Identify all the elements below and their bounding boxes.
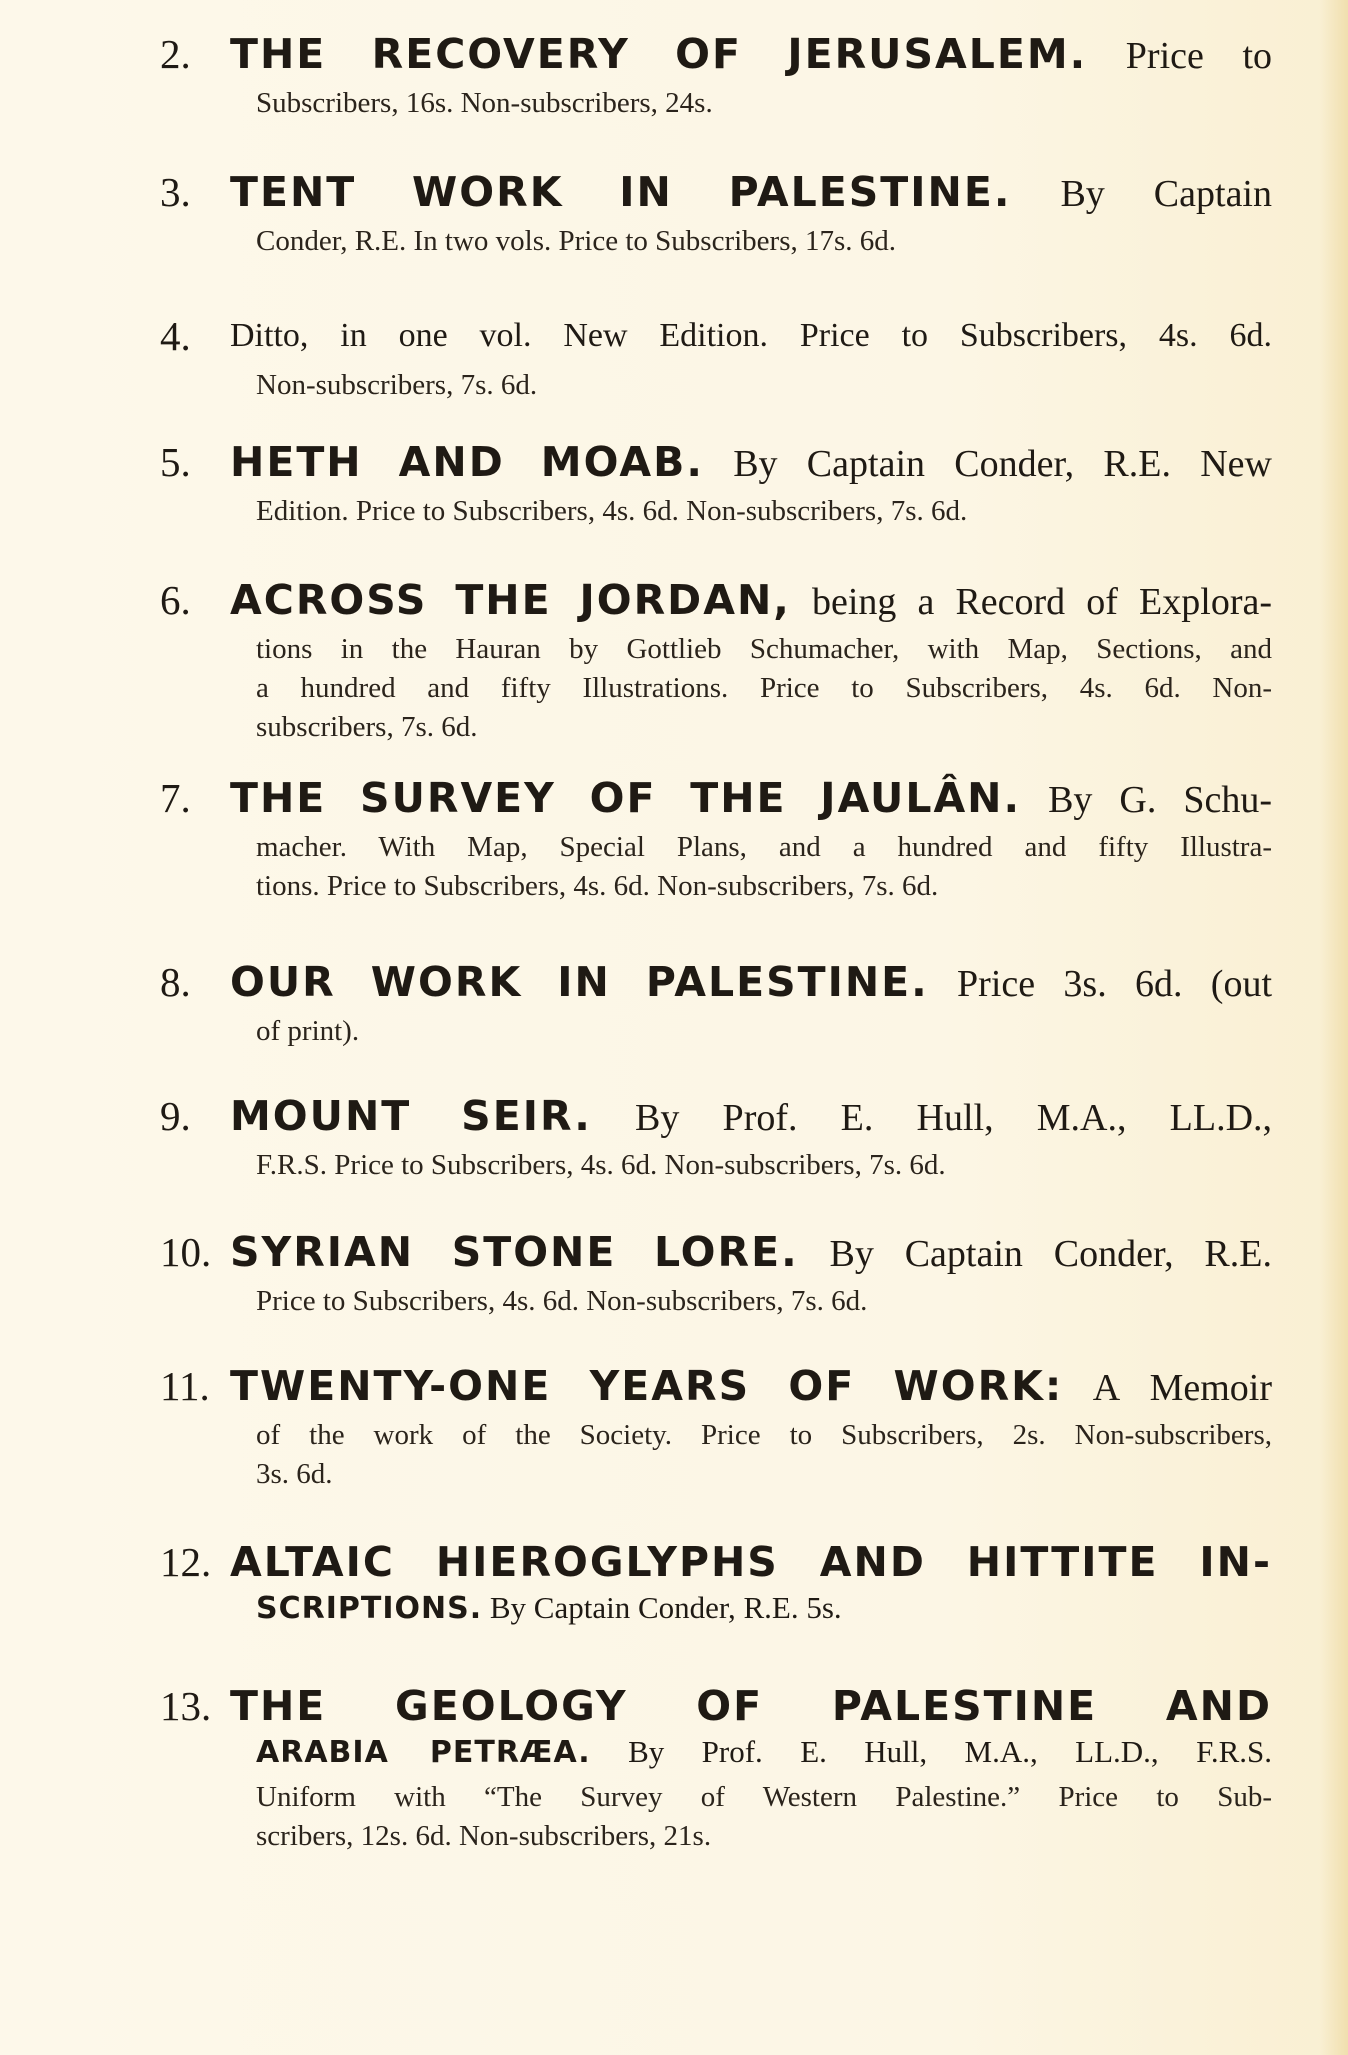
item-line: scribers, 12s. 6d. Non-subscribers, 21s. — [256, 1820, 712, 1852]
item-title: SYRIAN STONE LORE. — [230, 1228, 799, 1276]
item-heading — [230, 310, 1272, 362]
item-line: tions in the Hauran by Gottlieb Schumacher, with Map, Sections, and — [256, 633, 1272, 665]
item-line: Subscribers, 16s. Non-subscribers, 24s. — [256, 87, 713, 119]
item-title: TWENTY-ONE YEARS OF WORK: — [230, 1362, 1064, 1410]
item-line: of the work of the Society. Price to Subscribers, 2s. Non-subscribers, — [256, 1419, 1272, 1451]
item-line: Edition. Price to Subscribers, 4s. 6d. Non-subscribers, 7s. 6d. — [256, 495, 968, 527]
item-number: 4. — [160, 313, 191, 359]
item-title-tail: A Memoir — [1092, 1367, 1272, 1409]
item-heading — [230, 1090, 1272, 1144]
item-title-tail: By Captain — [1060, 173, 1272, 215]
item-line: tions. Price to Subscribers, 4s. 6d. Non-subscribers, 7s. 6d. — [256, 870, 939, 902]
item-heading — [230, 956, 1272, 1010]
item-number: 2. — [160, 31, 191, 77]
item-line: Non-subscribers, 7s. 6d. — [256, 369, 538, 401]
item-heading — [230, 436, 1272, 490]
item-heading — [230, 166, 1272, 220]
item-subheading — [256, 1730, 1272, 1775]
item-title: MOUNT SEIR. — [230, 1092, 592, 1140]
item-number: 6. — [160, 577, 191, 623]
item-number: 8. — [160, 959, 191, 1005]
item-line: a hundred and fifty Illustrations. Price to Subscribers, 4s. 6d. Non- — [256, 672, 1272, 704]
item-number: 12. — [160, 1539, 212, 1585]
item-line: 3s. 6d. — [256, 1458, 333, 1490]
item-byline: By Prof. E. Hull, M.A., LL.D., F.R.S. — [628, 1734, 1272, 1769]
item-line: Price to Subscribers, 4s. 6d. Non-subscribers, 7s. 6d. — [256, 1285, 868, 1317]
item-title-tail: being a Record of Explora- — [811, 581, 1272, 623]
item-line: of print). — [256, 1015, 360, 1047]
item-title-tail: Price to — [1125, 35, 1272, 77]
item-number: 11. — [160, 1363, 210, 1409]
item-line: Uniform with “The Survey of Western Palestine.” Price to Sub- — [256, 1781, 1272, 1813]
item-number: 5. — [160, 439, 191, 485]
item-heading — [230, 574, 1272, 628]
item-heading — [230, 1680, 1272, 1734]
item-heading — [230, 1226, 1272, 1280]
item-line: macher. With Map, Special Plans, and a hundred and fifty Illustra- — [256, 831, 1272, 863]
item-title: ACROSS THE JORDAN, — [230, 576, 791, 624]
item-number: 10. — [160, 1229, 212, 1275]
item-title: Ditto, in one vol. New Edition. Price to Subscribers, 4s. 6d. — [230, 317, 1272, 354]
item-title-continued: ARABIA PETRÆA. — [256, 1735, 591, 1770]
item-subheading — [256, 1586, 1272, 1631]
item-title-tail: By Prof. E. Hull, M.A., LL.D., — [635, 1097, 1273, 1139]
item-title: TENT WORK IN PALESTINE. — [230, 168, 1012, 216]
item-heading — [230, 772, 1272, 826]
item-number: 7. — [160, 775, 191, 821]
item-title-tail: Price 3s. 6d. (out — [957, 963, 1273, 1005]
item-title: HETH AND MOAB. — [230, 438, 704, 486]
item-line: Conder, R.E. In two vols. Price to Subscribers, 17s. 6d. — [256, 225, 897, 257]
item-number: 13. — [160, 1683, 212, 1729]
item-title-tail: By G. Schu- — [1048, 779, 1272, 821]
item-title: THE RECOVERY OF JERUSALEM. — [230, 30, 1088, 78]
item-heading — [230, 1360, 1272, 1414]
item-title: THE GEOLOGY OF PALESTINE AND — [230, 1682, 1272, 1730]
item-title-tail: By Captain Conder, R.E. New — [733, 443, 1272, 485]
item-line: subscribers, 7s. 6d. — [256, 711, 478, 743]
item-title-continued: SCRIPTIONS. — [256, 1591, 483, 1626]
item-byline: By Captain Conder, R.E. 5s. — [489, 1590, 842, 1625]
item-line: F.R.S. Price to Subscribers, 4s. 6d. Non-subscribers, 7s. 6d. — [256, 1149, 946, 1181]
item-number: 3. — [160, 169, 191, 215]
item-title-tail: By Captain Conder, R.E. — [829, 1233, 1272, 1275]
item-title: ALTAIC HIEROGLYPHS AND HITTITE IN- — [230, 1538, 1272, 1586]
item-title: THE SURVEY OF THE JAULÂN. — [230, 774, 1022, 822]
item-heading — [230, 1536, 1272, 1590]
item-number: 9. — [160, 1093, 191, 1139]
item-heading — [230, 28, 1272, 82]
item-title: OUR WORK IN PALESTINE. — [230, 958, 929, 1006]
